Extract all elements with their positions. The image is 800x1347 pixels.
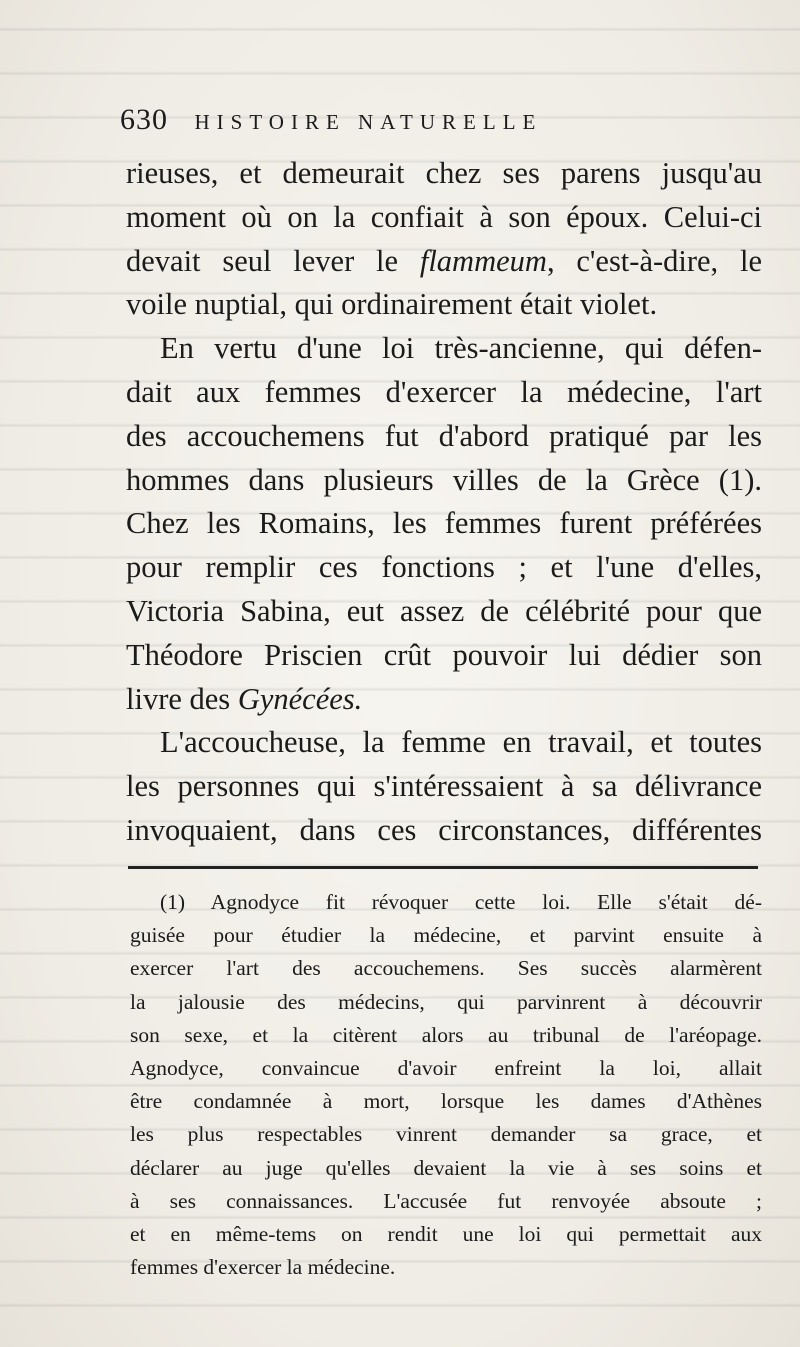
text-fragment: , c'est-à-dire, le (546, 243, 762, 278)
text-line: L'accoucheuse, la femme en travail, et toutes (160, 725, 762, 760)
text-line: moment où on la confiait à son époux. Celui-ci (126, 199, 762, 234)
page-number: 630 (120, 103, 168, 136)
text-line: voile nuptial, qui ordinairement était violet. (126, 287, 658, 322)
footnote-line: être condamnée à mort, lorsque les dames d'Athènes (130, 1089, 762, 1114)
footnote-line: les plus respectables vinrent demander sa grace, et (130, 1122, 762, 1147)
footnote-line: femmes d'exercer la médecine. (130, 1255, 396, 1280)
footnote-line: à ses connaissances. L'accusée fut renvoyée absoute ; (130, 1188, 762, 1213)
text-fragment: livre des (126, 681, 238, 716)
text-line: Chez les Romains, les femmes furent préférées (126, 506, 762, 541)
footnote-separator (128, 866, 758, 869)
footnote-line: exercer l'art des accouchemens. Ses succès alarmèrent (130, 956, 762, 981)
footnote (130, 886, 762, 1284)
text-line: invoquaient, dans ces circonstances, différentes (126, 812, 762, 847)
text-line: Victoria Sabina, eut assez de célébrité pour que (126, 593, 762, 628)
text-line: Théodore Priscien crût pouvoir lui dédier son (126, 637, 762, 672)
text-line: En vertu d'une loi très-ancienne, qui défen- (160, 331, 762, 366)
italic-word: Gynécées. (237, 681, 363, 716)
footnote-line: (1) Agnodyce fit révoquer cette loi. Elle s'était dé- (160, 890, 762, 914)
footnote-line: et en même-tems on rendit une loi qui permettait aux (130, 1222, 762, 1247)
running-header (120, 103, 680, 143)
footnote-line: Agnodyce, convaincue d'avoir enfreint la loi, allait (130, 1056, 762, 1081)
text-line (126, 678, 762, 722)
footnote-line: la jalousie des médecins, qui parvinrent à découvrir (130, 989, 762, 1014)
footnote-line: guisée pour étudier la médecine, et parvint ensuite à (130, 923, 762, 948)
footnote-line: déclarer au juge qu'elles devaient la vie à ses soins et (130, 1155, 762, 1180)
text-line: rieuses, et demeurait chez ses parens jusqu'au (126, 156, 762, 190)
text-line: hommes dans plusieurs villes de la Grèce (1). (126, 462, 762, 497)
text-line: des accouchemens fut d'abord pratiqué par les (126, 418, 762, 453)
text-line: dait aux femmes d'exercer la médecine, l'art (126, 374, 762, 409)
main-text (126, 152, 762, 853)
text-fragment: devait seul lever le (126, 243, 420, 278)
footnote-line: son sexe, et la citèrent alors au tribunal de l'aréopage. (130, 1022, 762, 1047)
running-title: HISTOIRE NATURELLE (194, 110, 543, 134)
italic-word: flammeum (419, 243, 547, 278)
text-line: les personnes qui s'intéressaient à sa délivrance (126, 769, 762, 804)
text-line: pour remplir ces fonctions ; et l'une d'elles, (126, 550, 762, 585)
text-line (126, 240, 762, 284)
